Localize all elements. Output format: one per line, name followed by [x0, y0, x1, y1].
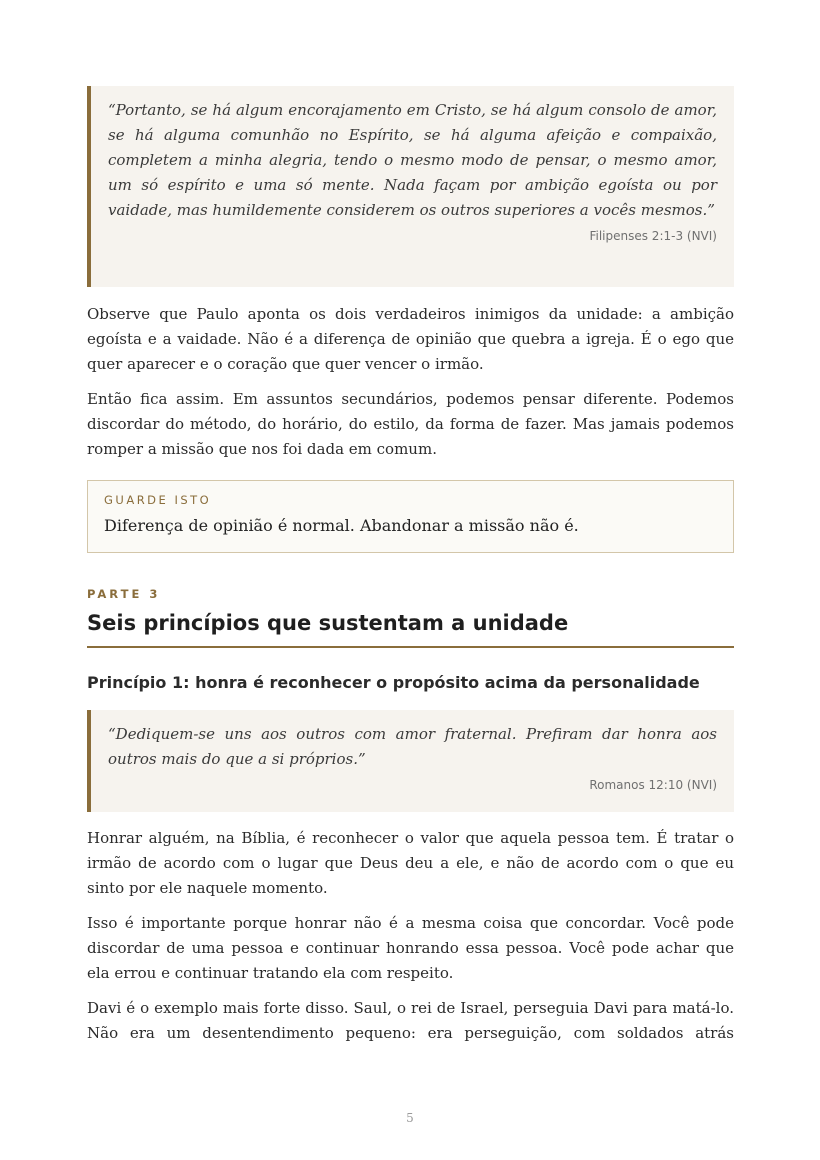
quote-reference: Romanos 12:10 (NVI)	[589, 778, 717, 792]
quote-text: “Dediquem-se uns aos outros com amor fraternal. Prefiram dar honra aos outros mais do que a si próprios.”	[108, 725, 717, 768]
body-paragraph: Davi é o exemplo mais forte disso. Saul, o rei de Israel, perseguia Davi para matá-lo. Não era um desentendimento pequeno: era perseguição, com soldados atrás	[87, 999, 734, 1042]
part-label: PARTE 3	[87, 587, 161, 601]
scripture-quote-romans	[87, 710, 734, 812]
keep-this-callout	[87, 480, 734, 553]
body-paragraph: Então fica assim. Em assuntos secundários, podemos pensar diferente. Podemos discordar do método, do horário, do estilo, da forma de fazer. Mas jamais podemos romper a missão que nos foi dada em comum.	[87, 390, 734, 458]
quote-reference: Filipenses 2:1-3 (NVI)	[589, 229, 717, 243]
body-paragraph: Isso é importante porque honrar não é a mesma coisa que concordar. Você pode discordar de uma pessoa e continuar honrando essa pessoa. Você pode achar que ela errou e continuar tratando ela com respeito.	[87, 914, 734, 982]
principle-title: Princípio 1: honra é reconhecer o propósito acima da personalidade	[87, 673, 700, 692]
callout-label: GUARDE ISTO	[104, 493, 212, 507]
callout-text: Diferença de opinião é normal. Abandonar a missão não é.	[104, 516, 579, 535]
scripture-quote-philippians	[87, 86, 734, 287]
section-title: Seis princípios que sustentam a unidade	[87, 611, 734, 648]
quote-text: “Portanto, se há algum encorajamento em Cristo, se há algum consolo de amor, se há alguma comunhão no Espírito, se há alguma afeição e compaixão, completem a minha alegria, tendo o mesmo modo de pensar, o mesmo amor, um só espírito e uma só mente. Nada façam por ambição egoísta ou por vaidade, mas humildemente considerem os outros superiores a vocês mesmos.”	[108, 101, 717, 219]
page-content	[87, 86, 734, 1046]
page-number: 5	[406, 1111, 414, 1125]
body-paragraph: Observe que Paulo aponta os dois verdadeiros inimigos da unidade: a ambição egoísta e a vaidade. Não é a diferença de opinião que quebra a igreja. É o ego que quer aparecer e o coração que quer vencer o irmão.	[87, 305, 734, 373]
body-paragraph: Honrar alguém, na Bíblia, é reconhecer o valor que aquela pessoa tem. É tratar o irmão de acordo com o lugar que Deus deu a ele, e não de acordo com o que eu sinto por ele naquele momento.	[87, 829, 734, 897]
